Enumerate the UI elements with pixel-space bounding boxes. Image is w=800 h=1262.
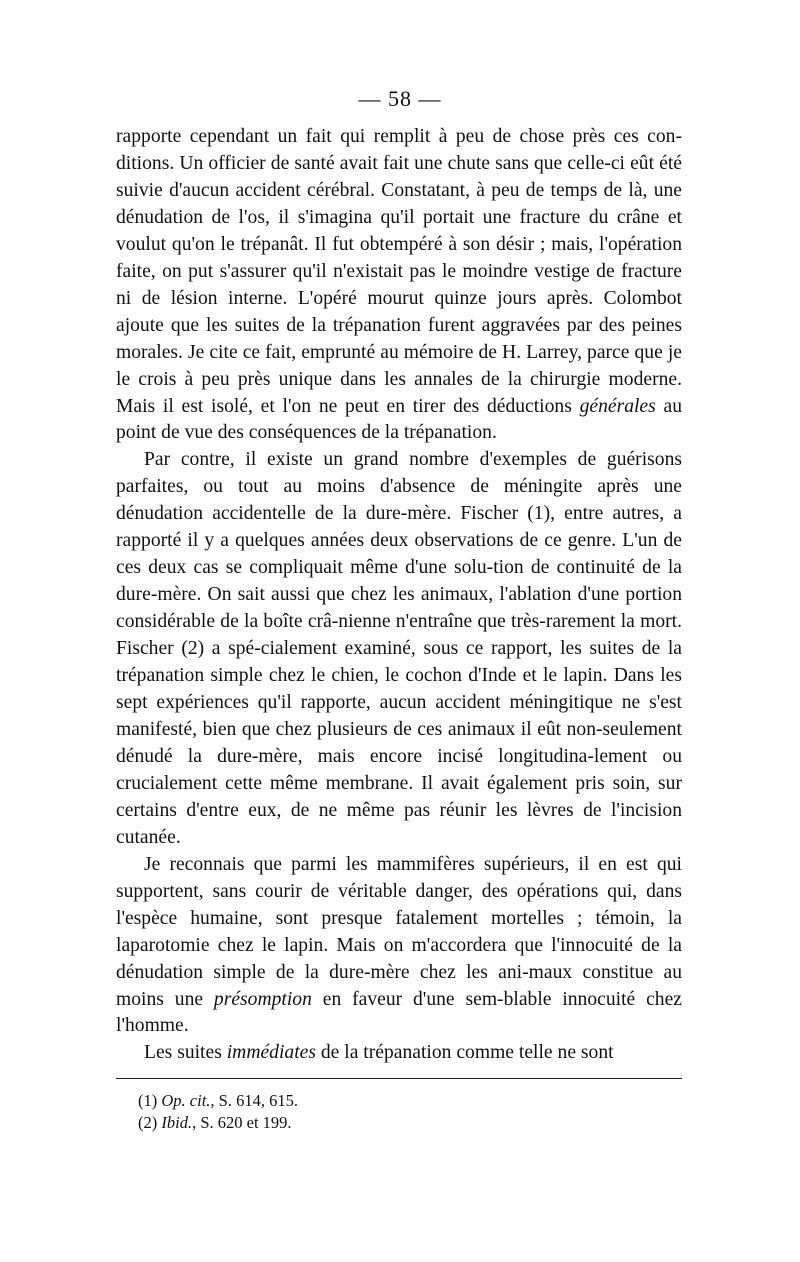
emphasis-generales: générales — [579, 395, 656, 417]
footnote-1-mark: (1) — [138, 1091, 158, 1110]
emphasis-immediates: immédiates — [226, 1042, 316, 1064]
footnote-1 — [138, 1090, 678, 1112]
paragraph-2-text: Par contre, il existe un grand nombre d'exemples de guérisons parfaites, ou tout au moins d'absence de méningite après une dénudation accidentelle de la dure-mère. Fischer (1), entre autres, a rapporté il y a quelques années deux observations de ce genre. L'un de ces deux cas se compliquait même d'une solu-tion de continuité de la dure-mère. On sait aussi que chez les animaux, l'ablation d'une portion considérable de la boîte crâ-nienne n'entraîne que très-rarement la mort. Fischer (2) a spé-cialement examiné, sous ce rapport, les suites de la trépanation simple chez le chien, le cochon d'Inde et le lapin. Dans les sept expériences qu'il rapporte, aucun accident méningitique ne s'est manifesté, bien que chez plusieurs de ces animaux il eût non-seulement dénudé la dure-mère, mais encore incisé longitudina-lement ou crucialement cette même membrane. Il avait également pris soin, sur certains d'entre eux, de ne même pas réunir les lèvres de l'incision cutanée. — [116, 449, 682, 848]
footnote-2-mark: (2) — [138, 1113, 158, 1132]
paragraph-1-text-b: au point de vue des conséquences de la trépanation. — [116, 395, 682, 444]
paragraph-4-text-a: Les suites — [144, 1042, 227, 1064]
footnote-1-rest: , S. 614, 615. — [210, 1091, 298, 1110]
footnote-2-ref: Ibid. — [161, 1113, 193, 1132]
page-number: — 58 — — [358, 86, 442, 111]
footnote-2 — [138, 1112, 678, 1134]
paragraph-3-text-b: en faveur d'une sem-blable innocuité chez l'homme. — [116, 988, 682, 1037]
paragraph-3-text-a: Je reconnais que parmi les mammifères supérieurs, il en est qui supportent, sans courir de véritable danger, des opérations qui, dans l'espèce humaine, sont presque fatalement mortelles ; témoin, la laparotomie chez le lapin. Mais on m'accordera que l'innocuité de la dénudation simple de la dure-mère chez les ani-maux constitue au moins une — [116, 853, 682, 1010]
body-text — [116, 124, 682, 1067]
footnote-2-rest: , S. 620 et 199. — [192, 1113, 292, 1132]
paragraph-4-text-b: de la trépanation comme telle ne sont — [315, 1042, 614, 1064]
emphasis-presomption: présomption — [213, 988, 312, 1010]
footnote-rule — [116, 1078, 682, 1079]
footnote-1-ref: Op. cit. — [161, 1091, 211, 1110]
paragraph-4 — [116, 1040, 682, 1067]
paragraph-3 — [116, 852, 682, 1041]
paragraph-1-text-a: rapporte cependant un fait qui remplit à peu de chose près ces con-ditions. Un officier de santé avait fait une chute sans que celle-ci eût été suivie d'aucun accident cérébral. Constatant, à peu de temps de là, une dénudation de l'os, il s'imagina qu'il portait une fracture du crâne et voulut qu'on le trépanât. Il fut obtempéré à son désir ; mais, l'opération faite, on put s'assurer qu'il n'existait pas le moindre vestige de fracture ni de lésion interne. L'opéré mourut quinze jours après. Colombot ajoute que les suites de la trépanation furent aggravées par des peines morales. Je cite ce fait, emprunté au mémoire de H. Larrey, parce que je le crois à peu près unique dans les annales de la chirurgie moderne. Mais il est isolé, et l'on ne peut en tirer des déductions — [116, 126, 682, 417]
paragraph-2 — [116, 447, 682, 851]
footnotes — [138, 1090, 678, 1134]
paragraph-1 — [116, 124, 682, 447]
